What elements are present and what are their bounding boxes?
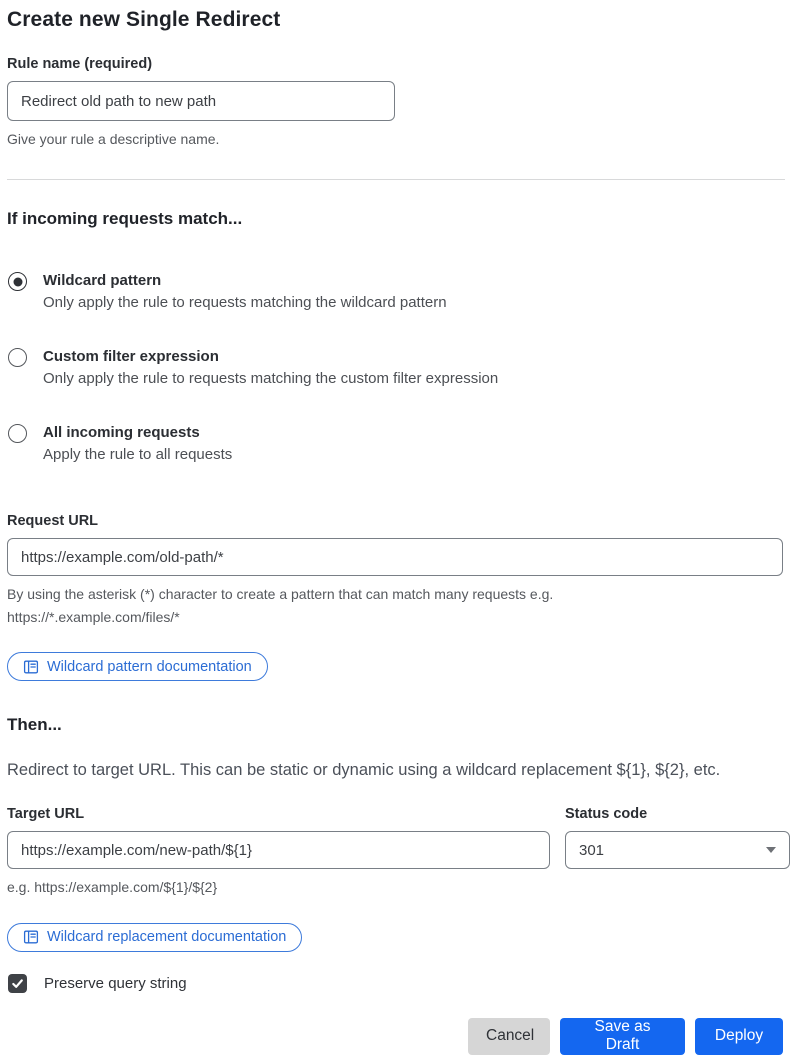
section-divider bbox=[7, 179, 785, 180]
request-url-label: Request URL bbox=[7, 513, 99, 530]
wildcard-replacement-docs-button[interactable] bbox=[7, 923, 302, 952]
radio-option-wildcard-pattern[interactable] bbox=[7, 271, 783, 311]
chevron-down-icon bbox=[766, 847, 776, 853]
target-url-input[interactable] bbox=[7, 831, 550, 869]
doc-button-label: Wildcard replacement documentation bbox=[47, 929, 287, 946]
book-icon bbox=[23, 659, 39, 675]
radio-description: Only apply the rule to requests matching the custom filter expression bbox=[43, 370, 499, 388]
radio-label: Custom filter expression bbox=[43, 348, 219, 366]
book-icon bbox=[23, 929, 39, 945]
doc-button-label: Wildcard pattern documentation bbox=[47, 658, 252, 675]
radio-option-custom-filter[interactable] bbox=[7, 347, 783, 387]
status-code-value: 301 bbox=[579, 841, 605, 859]
status-code-label: Status code bbox=[565, 806, 648, 823]
checkbox-checked-icon[interactable] bbox=[8, 974, 27, 993]
target-url-label: Target URL bbox=[7, 806, 85, 823]
radio-selected-icon[interactable] bbox=[8, 272, 27, 291]
request-url-helper-line1: By using the asterisk (*) character to create a pattern that can match many requests e.g. bbox=[7, 586, 554, 603]
rule-name-input[interactable] bbox=[7, 81, 395, 121]
page-title: Create new Single Redirect bbox=[7, 8, 281, 31]
status-code-select[interactable] bbox=[565, 831, 790, 869]
radio-description: Only apply the rule to requests matching the wildcard pattern bbox=[43, 294, 447, 312]
cancel-button[interactable]: Cancel bbox=[468, 1018, 550, 1055]
match-section-heading: If incoming requests match... bbox=[7, 209, 243, 229]
footer-actions bbox=[7, 1018, 783, 1055]
wildcard-pattern-docs-button[interactable] bbox=[7, 652, 268, 681]
preserve-query-string-label: Preserve query string bbox=[44, 974, 187, 992]
target-url-helper: e.g. https://example.com/${1}/${2} bbox=[7, 879, 218, 896]
request-url-input[interactable] bbox=[7, 538, 783, 576]
preserve-query-string-checkbox-row[interactable] bbox=[7, 974, 783, 993]
rule-name-label: Rule name (required) bbox=[7, 56, 153, 72]
radio-unselected-icon[interactable] bbox=[8, 424, 27, 443]
request-url-helper bbox=[7, 583, 707, 628]
radio-option-all-requests[interactable] bbox=[7, 423, 783, 463]
deploy-button[interactable]: Deploy bbox=[695, 1018, 783, 1055]
radio-label: All incoming requests bbox=[43, 424, 200, 442]
rule-name-helper: Give your rule a descriptive name. bbox=[7, 131, 220, 147]
radio-unselected-icon[interactable] bbox=[8, 348, 27, 367]
then-description: Redirect to target URL. This can be static or dynamic using a wildcard replacement ${1}, ${2}, etc. bbox=[7, 761, 721, 780]
radio-label: Wildcard pattern bbox=[43, 272, 162, 290]
then-section-heading: Then... bbox=[7, 715, 62, 735]
request-url-helper-line2: https://*.example.com/files/* bbox=[7, 608, 180, 625]
radio-description: Apply the rule to all requests bbox=[43, 446, 233, 464]
save-as-draft-button[interactable]: Save as Draft bbox=[560, 1018, 685, 1055]
